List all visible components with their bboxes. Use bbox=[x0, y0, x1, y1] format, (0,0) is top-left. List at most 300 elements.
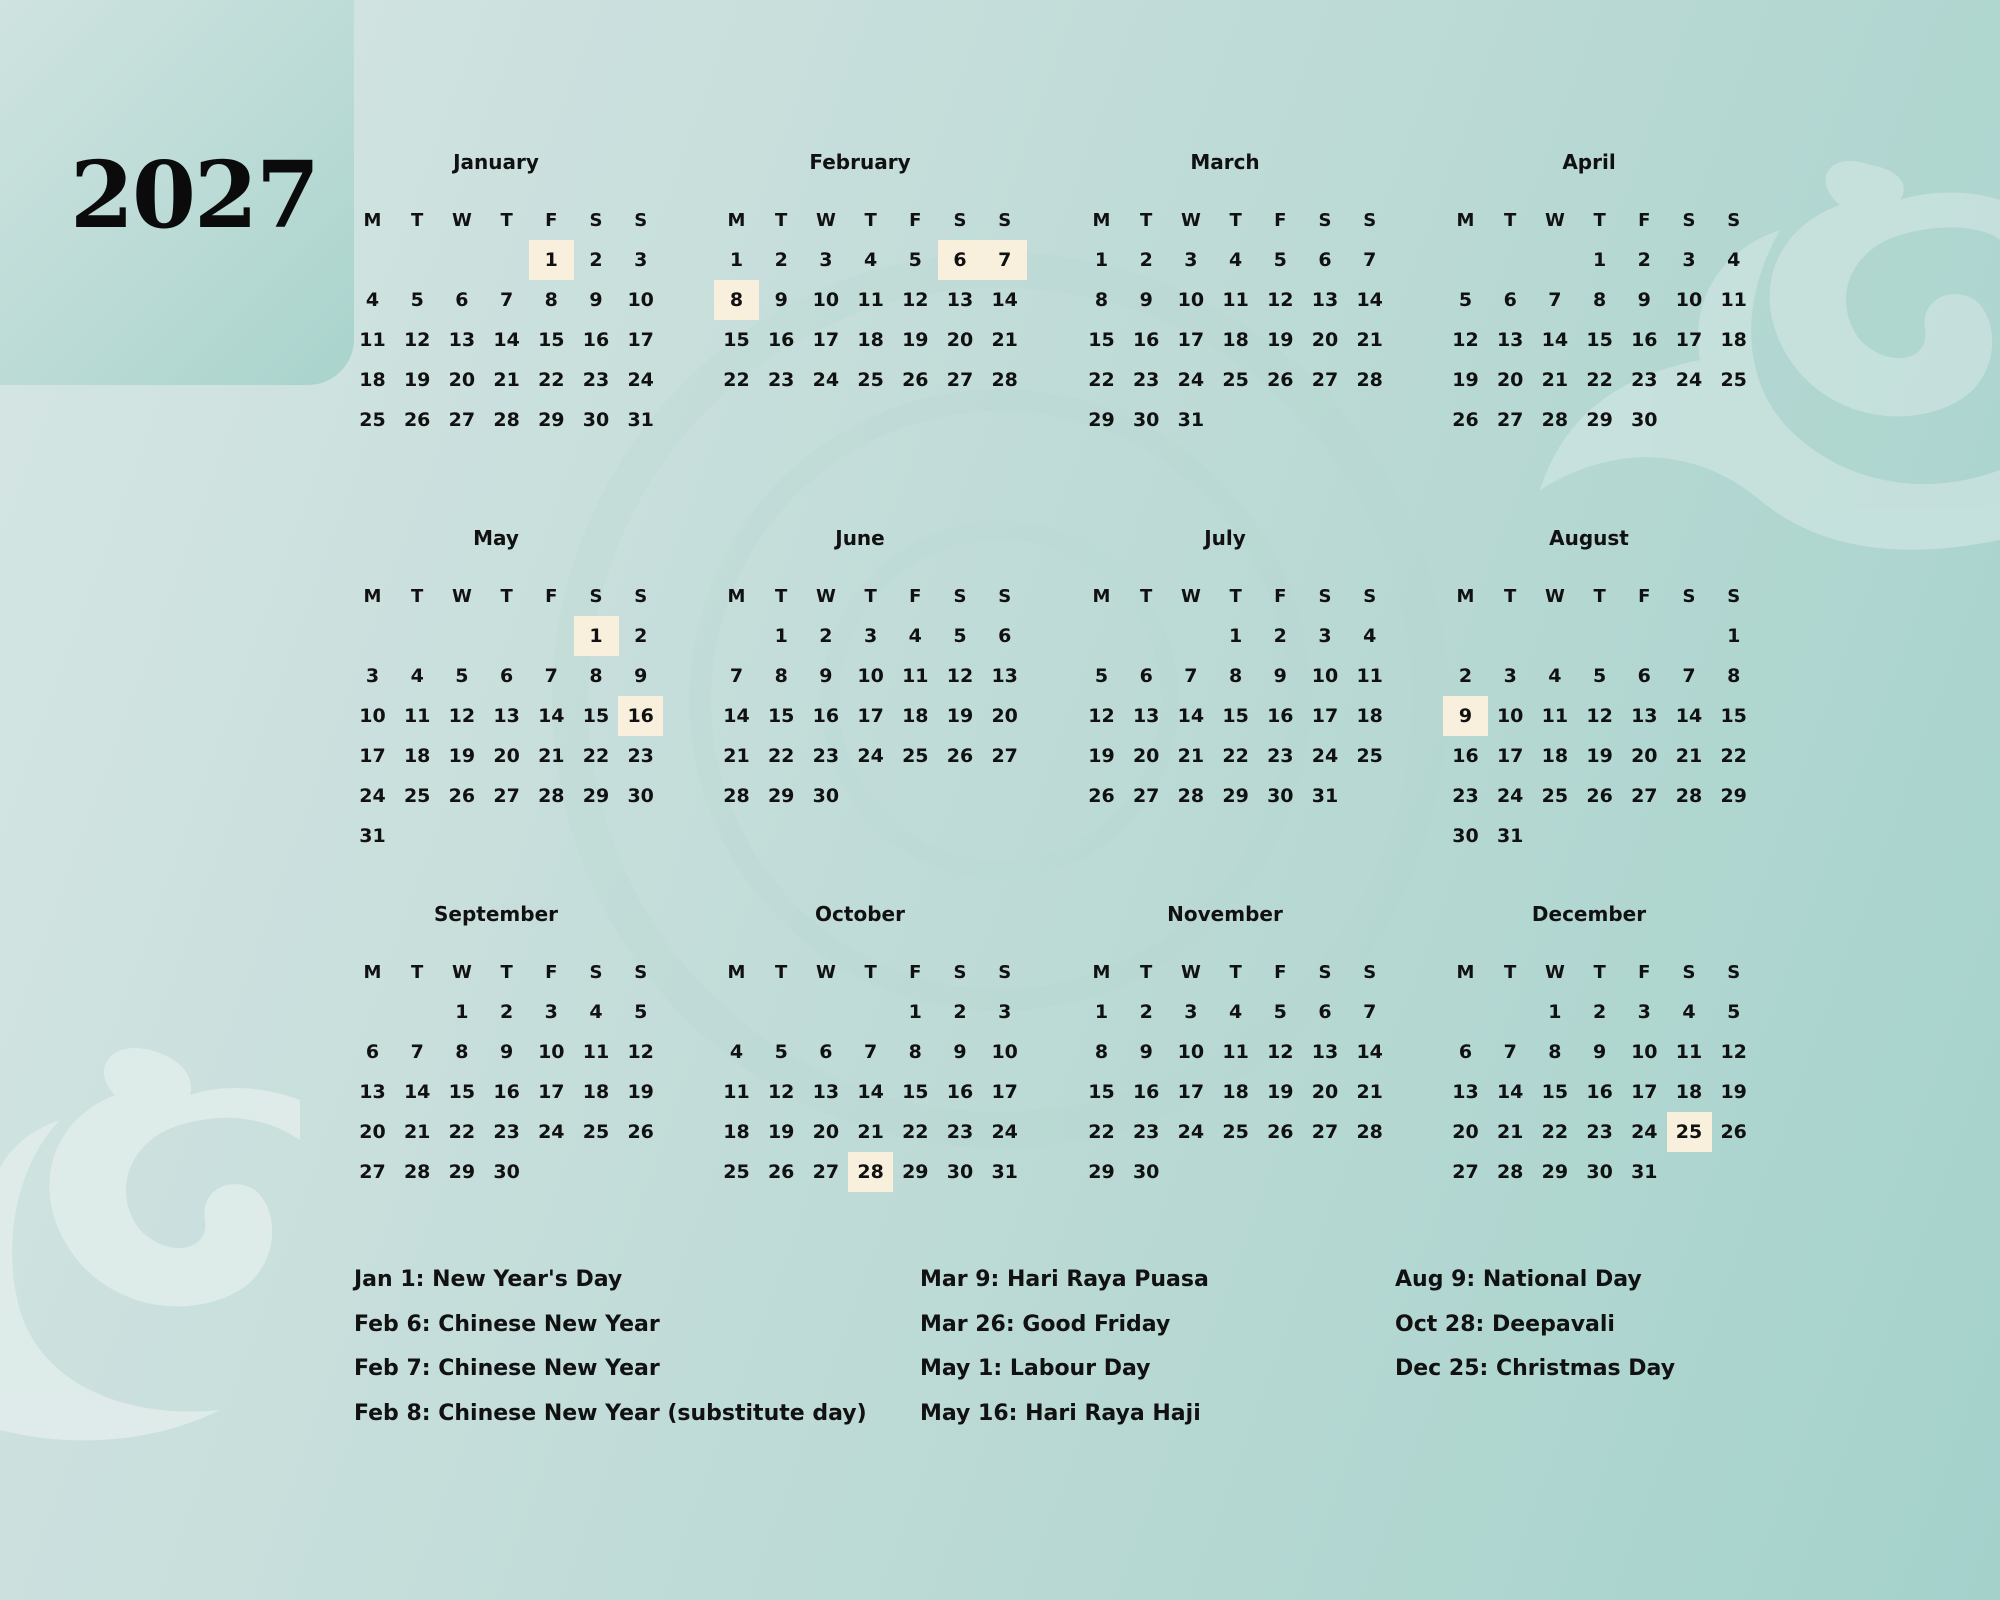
weekday-header: W bbox=[815, 209, 836, 231]
date-cell: 5 bbox=[1094, 665, 1109, 687]
date-cell: 28 bbox=[1496, 1161, 1524, 1183]
date-cell: 8 bbox=[1094, 289, 1109, 311]
holiday-item: Oct 28: Deepavali bbox=[1395, 1311, 1615, 1337]
date-cell: 15 bbox=[1586, 329, 1613, 351]
date-cell: 14 bbox=[1177, 705, 1205, 727]
date-cell: 10 bbox=[1311, 665, 1339, 687]
date-cell: 17 bbox=[627, 329, 654, 351]
date-cell: 24 bbox=[812, 369, 840, 391]
holiday-column bbox=[1395, 1258, 1675, 1392]
holiday-date-cell: 28 bbox=[848, 1152, 893, 1192]
date-cell: 12 bbox=[1720, 1041, 1747, 1063]
date-cell: 4 bbox=[365, 289, 380, 311]
weekday-header: W bbox=[451, 961, 472, 983]
date-cell: 4 bbox=[589, 1001, 603, 1023]
date-cell: 11 bbox=[857, 289, 884, 311]
date-cell: 10 bbox=[1496, 705, 1524, 727]
date-cell: 5 bbox=[1458, 289, 1473, 311]
date-cell: 12 bbox=[902, 289, 929, 311]
date-cell: 8 bbox=[1228, 665, 1243, 687]
date-cell: 22 bbox=[1586, 369, 1613, 391]
date-cell: 19 bbox=[1720, 1081, 1747, 1103]
date-cell: 21 bbox=[1356, 329, 1383, 351]
date-cell: 2 bbox=[634, 625, 648, 647]
holiday-item: Jan 1: New Year's Day bbox=[354, 1267, 623, 1292]
date-cell: 2 bbox=[953, 1001, 967, 1023]
weekday-header: S bbox=[634, 209, 648, 231]
date-cell: 25 bbox=[403, 785, 431, 807]
date-cell: 1 bbox=[729, 249, 744, 271]
date-cell: 30 bbox=[582, 409, 610, 431]
date-cell: 16 bbox=[1132, 1081, 1160, 1103]
holiday-item: May 16: Hari Raya Haji bbox=[920, 1400, 1201, 1426]
date-cell: 25 bbox=[582, 1121, 610, 1143]
weekday-header: M bbox=[363, 961, 382, 983]
date-cell: 21 bbox=[857, 1121, 884, 1143]
date-cell: 8 bbox=[544, 289, 558, 311]
date-cell: 20 bbox=[1631, 745, 1658, 767]
date-cell: 4 bbox=[1228, 1001, 1243, 1023]
date-cell: 13 bbox=[946, 289, 974, 311]
date-cell: 9 bbox=[1139, 1041, 1153, 1063]
month-name: January bbox=[453, 150, 539, 174]
date-cell: 21 bbox=[1496, 1121, 1524, 1143]
date-cell: 18 bbox=[403, 745, 431, 767]
date-cell: 12 bbox=[1452, 329, 1479, 351]
holiday-item: Feb 7: Chinese New Year bbox=[354, 1356, 660, 1381]
date-cell: 10 bbox=[1631, 1041, 1658, 1063]
date-cell: 16 bbox=[1586, 1081, 1613, 1103]
date-cell: 29 bbox=[1088, 409, 1115, 431]
date-cell: 9 bbox=[953, 1041, 967, 1063]
weekday-header: F bbox=[909, 209, 922, 231]
date-cell: 23 bbox=[767, 369, 795, 391]
weekday-header: S bbox=[589, 585, 603, 607]
date-cell: 14 bbox=[1675, 705, 1703, 727]
date-cell: 23 bbox=[1452, 785, 1479, 807]
date-cell: 24 bbox=[1177, 1121, 1205, 1143]
date-cell: 17 bbox=[991, 1081, 1018, 1103]
holiday-date-cell: 9 bbox=[1443, 696, 1488, 736]
date-cell: 17 bbox=[857, 705, 884, 727]
weekday-header: S bbox=[1727, 585, 1741, 607]
date-cell: 26 bbox=[1720, 1121, 1747, 1143]
weekday-header: M bbox=[1456, 209, 1475, 231]
date-cell: 6 bbox=[499, 665, 514, 687]
date-cell: 22 bbox=[902, 1121, 929, 1143]
date-cell: 24 bbox=[857, 745, 884, 767]
date-cell: 19 bbox=[1452, 369, 1479, 391]
date-cell: 10 bbox=[812, 289, 840, 311]
date-cell: 17 bbox=[1177, 1081, 1205, 1103]
date-cell: 6 bbox=[1318, 249, 1332, 271]
weekday-header: S bbox=[1363, 209, 1377, 231]
date-cell: 17 bbox=[538, 1081, 565, 1103]
date-cell: 14 bbox=[538, 705, 565, 727]
date-cell: 2 bbox=[774, 249, 788, 271]
date-cell: 20 bbox=[1132, 745, 1160, 767]
date-cell: 18 bbox=[1720, 329, 1747, 351]
date-cell: 27 bbox=[448, 409, 476, 431]
weekday-header: T bbox=[1229, 585, 1242, 607]
weekday-header: T bbox=[864, 961, 877, 983]
date-cell: 21 bbox=[1177, 745, 1205, 767]
date-cell: 16 bbox=[767, 329, 795, 351]
date-cell: 16 bbox=[1267, 705, 1294, 727]
weekday-header: T bbox=[864, 585, 877, 607]
date-cell: 10 bbox=[359, 705, 386, 727]
date-cell: 21 bbox=[1541, 369, 1569, 391]
date-cell: 11 bbox=[1356, 665, 1383, 687]
weekday-header: T bbox=[1140, 961, 1153, 983]
date-cell: 27 bbox=[1311, 1121, 1339, 1143]
weekday-header: S bbox=[953, 585, 967, 607]
date-cell: 23 bbox=[582, 369, 610, 391]
date-cell: 11 bbox=[1222, 289, 1249, 311]
date-cell: 28 bbox=[1675, 785, 1703, 807]
date-cell: 6 bbox=[365, 1041, 380, 1063]
date-cell: 11 bbox=[723, 1081, 750, 1103]
date-cell: 29 bbox=[1586, 409, 1613, 431]
date-cell: 14 bbox=[1541, 329, 1569, 351]
weekday-header: M bbox=[1092, 961, 1111, 983]
date-cell: 12 bbox=[767, 1081, 795, 1103]
date-cell: 3 bbox=[544, 1001, 558, 1023]
weekday-header: S bbox=[589, 209, 603, 231]
date-cell: 28 bbox=[723, 785, 750, 807]
date-cell: 16 bbox=[1132, 329, 1160, 351]
date-cell: 29 bbox=[448, 1161, 476, 1183]
date-cell: 27 bbox=[1132, 785, 1160, 807]
date-cell: 4 bbox=[908, 625, 922, 647]
date-cell: 20 bbox=[493, 745, 520, 767]
weekday-header: T bbox=[1593, 585, 1606, 607]
holiday-item: Aug 9: National Day bbox=[1395, 1267, 1642, 1292]
holiday-column bbox=[354, 1258, 867, 1436]
date-cell: 1 bbox=[1592, 249, 1607, 271]
date-cell: 11 bbox=[359, 329, 386, 351]
date-cell: 26 bbox=[1088, 785, 1115, 807]
date-cell: 8 bbox=[774, 665, 788, 687]
date-cell: 30 bbox=[1267, 785, 1294, 807]
weekday-header: T bbox=[1504, 209, 1517, 231]
date-cell: 25 bbox=[1541, 785, 1569, 807]
weekday-header: S bbox=[1682, 209, 1696, 231]
date-cell: 15 bbox=[1088, 329, 1115, 351]
date-cell: 31 bbox=[991, 1161, 1018, 1183]
date-cell: 20 bbox=[359, 1121, 386, 1143]
date-cell: 7 bbox=[863, 1041, 878, 1063]
date-cell: 7 bbox=[544, 665, 558, 687]
weekday-header: T bbox=[1140, 585, 1153, 607]
weekday-header: T bbox=[500, 961, 513, 983]
date-cell: 2 bbox=[1139, 249, 1153, 271]
weekday-header: M bbox=[727, 961, 746, 983]
date-cell: 4 bbox=[1682, 1001, 1696, 1023]
date-cell: 17 bbox=[359, 745, 386, 767]
date-cell: 17 bbox=[1496, 745, 1524, 767]
date-cell: 23 bbox=[946, 1121, 974, 1143]
date-cell: 3 bbox=[1184, 1001, 1198, 1023]
date-cell: 16 bbox=[1631, 329, 1658, 351]
date-cell: 19 bbox=[1586, 745, 1613, 767]
year-title: 2027 bbox=[70, 141, 319, 249]
year-panel bbox=[0, 0, 354, 385]
date-cell: 29 bbox=[1720, 785, 1747, 807]
date-cell: 9 bbox=[1637, 289, 1651, 311]
date-cell: 10 bbox=[1675, 289, 1703, 311]
date-cell: 15 bbox=[582, 705, 610, 727]
date-cell: 31 bbox=[1496, 825, 1524, 847]
date-cell: 14 bbox=[403, 1081, 431, 1103]
date-cell: 31 bbox=[1177, 409, 1205, 431]
date-cell: 13 bbox=[359, 1081, 386, 1103]
date-cell: 2 bbox=[589, 249, 603, 271]
holiday-date-cell: 1 bbox=[529, 240, 574, 280]
date-cell: 9 bbox=[1139, 289, 1153, 311]
date-cell: 22 bbox=[538, 369, 565, 391]
date-cell: 11 bbox=[1720, 289, 1747, 311]
date-cell: 20 bbox=[1311, 329, 1339, 351]
date-cell: 2 bbox=[819, 625, 833, 647]
month-name: March bbox=[1190, 150, 1260, 174]
date-cell: 29 bbox=[902, 1161, 929, 1183]
weekday-header: S bbox=[1318, 209, 1332, 231]
date-cell: 31 bbox=[1631, 1161, 1658, 1183]
date-cell: 27 bbox=[1496, 409, 1524, 431]
date-cell: 12 bbox=[1267, 289, 1294, 311]
date-cell: 30 bbox=[1452, 825, 1479, 847]
date-cell: 23 bbox=[493, 1121, 520, 1143]
weekday-header: T bbox=[775, 209, 788, 231]
date-cell: 5 bbox=[410, 289, 424, 311]
weekday-header: T bbox=[1593, 209, 1606, 231]
date-cell: 2 bbox=[1139, 1001, 1153, 1023]
date-cell: 11 bbox=[1675, 1041, 1703, 1063]
date-cell: 22 bbox=[1541, 1121, 1569, 1143]
date-cell: 5 bbox=[455, 665, 469, 687]
date-cell: 28 bbox=[493, 409, 520, 431]
date-cell: 16 bbox=[812, 705, 840, 727]
date-cell: 20 bbox=[448, 369, 476, 391]
date-cell: 3 bbox=[1637, 1001, 1651, 1023]
month-name: October bbox=[815, 902, 905, 926]
date-cell: 13 bbox=[493, 705, 520, 727]
date-cell: 16 bbox=[493, 1081, 520, 1103]
holiday-item: May 1: Labour Day bbox=[920, 1356, 1151, 1381]
date-cell: 13 bbox=[812, 1081, 840, 1103]
date-cell: 26 bbox=[1586, 785, 1613, 807]
date-cell: 29 bbox=[538, 409, 565, 431]
weekday-header: F bbox=[1638, 961, 1651, 983]
date-cell: 10 bbox=[627, 289, 654, 311]
date-cell: 18 bbox=[1222, 329, 1249, 351]
date-cell: 9 bbox=[1592, 1041, 1607, 1063]
date-cell: 25 bbox=[359, 409, 386, 431]
date-cell: 4 bbox=[1363, 625, 1377, 647]
date-cell: 15 bbox=[767, 705, 795, 727]
date-cell: 21 bbox=[991, 329, 1018, 351]
date-cell: 3 bbox=[998, 1001, 1012, 1023]
date-cell: 13 bbox=[1496, 329, 1524, 351]
date-cell: 12 bbox=[1267, 1041, 1294, 1063]
date-cell: 12 bbox=[627, 1041, 654, 1063]
weekday-header: S bbox=[1363, 585, 1377, 607]
date-cell: 5 bbox=[953, 625, 967, 647]
date-cell: 22 bbox=[723, 369, 750, 391]
date-cell: 7 bbox=[1503, 1041, 1517, 1063]
date-cell: 8 bbox=[455, 1041, 469, 1063]
date-cell: 8 bbox=[1727, 665, 1741, 687]
weekday-header: S bbox=[953, 209, 967, 231]
date-cell: 11 bbox=[403, 705, 431, 727]
holiday-date-cell: 1 bbox=[574, 616, 619, 656]
date-cell: 26 bbox=[627, 1121, 654, 1143]
month-name: November bbox=[1167, 902, 1283, 926]
holiday-date-cell: 7 bbox=[982, 240, 1027, 280]
date-cell: 27 bbox=[812, 1161, 840, 1183]
month-name: December bbox=[1531, 902, 1647, 926]
date-cell: 24 bbox=[1675, 369, 1703, 391]
date-cell: 28 bbox=[991, 369, 1018, 391]
date-cell: 7 bbox=[1363, 1001, 1377, 1023]
date-cell: 8 bbox=[1592, 289, 1607, 311]
date-cell: 5 bbox=[1727, 1001, 1741, 1023]
weekday-header: W bbox=[451, 209, 472, 231]
date-cell: 1 bbox=[1228, 625, 1243, 647]
date-cell: 30 bbox=[1132, 409, 1160, 431]
weekday-header: S bbox=[1727, 961, 1741, 983]
date-cell: 6 bbox=[1458, 1041, 1473, 1063]
date-cell: 10 bbox=[991, 1041, 1018, 1063]
weekday-header: W bbox=[451, 585, 472, 607]
weekday-header: T bbox=[500, 209, 513, 231]
date-cell: 14 bbox=[493, 329, 520, 351]
weekday-header: F bbox=[1274, 209, 1287, 231]
date-cell: 8 bbox=[1548, 1041, 1562, 1063]
date-cell: 4 bbox=[1727, 249, 1741, 271]
weekday-header: W bbox=[1180, 585, 1201, 607]
date-cell: 29 bbox=[1088, 1161, 1115, 1183]
date-cell: 23 bbox=[1586, 1121, 1613, 1143]
weekday-header: F bbox=[1274, 585, 1287, 607]
date-cell: 12 bbox=[946, 665, 974, 687]
date-cell: 19 bbox=[1088, 745, 1115, 767]
date-cell: 23 bbox=[1132, 1121, 1160, 1143]
date-cell: 15 bbox=[1720, 705, 1747, 727]
date-cell: 26 bbox=[1267, 1121, 1294, 1143]
date-cell: 21 bbox=[1356, 1081, 1383, 1103]
weekday-header: W bbox=[815, 961, 836, 983]
date-cell: 30 bbox=[1631, 409, 1658, 431]
weekday-header: W bbox=[1180, 961, 1201, 983]
weekday-header: T bbox=[411, 585, 424, 607]
date-cell: 28 bbox=[1177, 785, 1205, 807]
date-cell: 3 bbox=[819, 249, 833, 271]
weekday-header: S bbox=[998, 961, 1012, 983]
date-cell: 19 bbox=[1267, 329, 1294, 351]
date-cell: 19 bbox=[448, 745, 476, 767]
holiday-date-cell: 25 bbox=[1667, 1112, 1712, 1152]
date-cell: 25 bbox=[902, 745, 929, 767]
date-cell: 27 bbox=[1311, 369, 1339, 391]
date-cell: 28 bbox=[1541, 409, 1569, 431]
date-cell: 2 bbox=[1592, 1001, 1607, 1023]
date-cell: 14 bbox=[723, 705, 750, 727]
date-cell: 12 bbox=[448, 705, 476, 727]
date-cell: 28 bbox=[538, 785, 565, 807]
weekday-header: S bbox=[1363, 961, 1377, 983]
date-cell: 23 bbox=[627, 745, 654, 767]
weekday-header: W bbox=[1544, 209, 1565, 231]
date-cell: 30 bbox=[1586, 1161, 1613, 1183]
date-cell: 25 bbox=[1720, 369, 1747, 391]
date-cell: 5 bbox=[774, 1041, 788, 1063]
date-cell: 19 bbox=[946, 705, 974, 727]
date-cell: 30 bbox=[812, 785, 840, 807]
weekday-header: T bbox=[411, 961, 424, 983]
date-cell: 13 bbox=[1311, 1041, 1339, 1063]
date-cell: 3 bbox=[1682, 249, 1696, 271]
date-cell: 22 bbox=[1222, 745, 1249, 767]
date-cell: 12 bbox=[1586, 705, 1613, 727]
date-cell: 5 bbox=[908, 249, 922, 271]
date-cell: 31 bbox=[1311, 785, 1339, 807]
weekday-header: S bbox=[1682, 585, 1696, 607]
month-name: August bbox=[1549, 526, 1629, 550]
weekday-header: F bbox=[1638, 585, 1651, 607]
date-cell: 11 bbox=[902, 665, 929, 687]
weekday-header: S bbox=[634, 585, 648, 607]
date-cell: 10 bbox=[1177, 1041, 1205, 1063]
date-cell: 17 bbox=[1675, 329, 1703, 351]
date-cell: 28 bbox=[1356, 369, 1383, 391]
month-name: May bbox=[473, 526, 519, 550]
holiday-item: Mar 26: Good Friday bbox=[920, 1311, 1171, 1337]
weekday-header: T bbox=[1504, 961, 1517, 983]
date-cell: 29 bbox=[1222, 785, 1249, 807]
date-cell: 24 bbox=[1631, 1121, 1658, 1143]
holiday-item: Dec 25: Christmas Day bbox=[1395, 1356, 1676, 1381]
date-cell: 12 bbox=[403, 329, 431, 351]
date-cell: 20 bbox=[946, 329, 974, 351]
date-cell: 1 bbox=[1094, 249, 1109, 271]
date-cell: 25 bbox=[1356, 745, 1383, 767]
date-cell: 26 bbox=[403, 409, 431, 431]
date-cell: 14 bbox=[857, 1081, 884, 1103]
date-cell: 7 bbox=[1363, 249, 1377, 271]
weekday-header: M bbox=[1456, 585, 1475, 607]
date-cell: 25 bbox=[1222, 369, 1249, 391]
date-cell: 29 bbox=[767, 785, 795, 807]
date-cell: 19 bbox=[902, 329, 929, 351]
date-cell: 13 bbox=[1311, 289, 1339, 311]
date-cell: 9 bbox=[589, 289, 603, 311]
weekday-header: S bbox=[998, 585, 1012, 607]
weekday-header: S bbox=[998, 209, 1012, 231]
date-cell: 15 bbox=[538, 329, 565, 351]
date-cell: 9 bbox=[634, 665, 648, 687]
date-cell: 15 bbox=[902, 1081, 929, 1103]
weekday-header: S bbox=[1727, 209, 1741, 231]
date-cell: 9 bbox=[774, 289, 788, 311]
weekday-header: F bbox=[545, 961, 558, 983]
date-cell: 30 bbox=[1132, 1161, 1160, 1183]
weekday-header: S bbox=[589, 961, 603, 983]
date-cell: 26 bbox=[902, 369, 929, 391]
weekday-header: T bbox=[411, 209, 424, 231]
holiday-date-cell: 6 bbox=[938, 240, 983, 280]
